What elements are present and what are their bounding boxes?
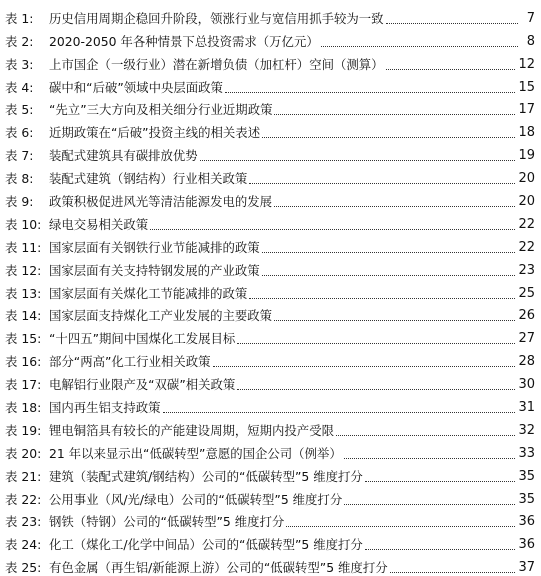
toc-entry[interactable]: [5, 508, 535, 531]
entry-title: 国家层面有关煤化工节能减排的政策: [49, 285, 248, 301]
entry-label: 表 24:: [5, 537, 42, 553]
entry-label: 表 3:: [5, 56, 34, 72]
toc-entry[interactable]: [5, 324, 535, 347]
entry-page-number: 19: [518, 148, 535, 164]
dot-leader: [344, 458, 516, 459]
entry-label: 表 7:: [5, 148, 34, 164]
entry-title: 有色金属（再生铝/新能源上游）公司的“低碳转型”5 维度打分: [49, 560, 388, 576]
toc-entry[interactable]: [5, 302, 535, 325]
dot-leader: [386, 23, 518, 24]
dot-leader: [286, 526, 515, 527]
dot-leader: [237, 389, 515, 390]
toc-entry[interactable]: [5, 347, 535, 370]
entry-title: 绿电交易相关政策: [49, 216, 149, 232]
entry-label: 表 6:: [5, 125, 34, 141]
toc-entry[interactable]: [5, 210, 535, 233]
entry-title: 国家层面有关支持特钢发展的产业政策: [49, 262, 260, 278]
entry-page-number: 31: [518, 400, 535, 416]
entry-title: “先立”三大方向及相关细分行业近期政策: [49, 102, 273, 118]
entry-title: 政策积极促进风光等清洁能源发电的发展: [49, 194, 273, 210]
entry-label: 表 23:: [5, 514, 42, 530]
entry-page-number: 26: [518, 308, 535, 324]
entry-page-number: 32: [518, 422, 535, 438]
entry-page-number: 18: [518, 125, 535, 141]
entry-label: 表 12:: [5, 262, 42, 278]
entry-page-number: 36: [518, 537, 535, 553]
entry-label: 表 1:: [5, 10, 34, 26]
entry-title: 近期政策在“后破”投资主线的相关表述: [49, 125, 261, 141]
toc-entry[interactable]: [5, 27, 535, 50]
entry-title: 上市国企（一级行业）潜在新增负债（加杠杆）空间（测算）: [49, 56, 384, 72]
toc-entry[interactable]: [5, 530, 535, 553]
entry-title: “十四五”期间中国煤化工发展目标: [49, 331, 236, 347]
entry-title: 化工（煤化工/化学中间品）公司的“低碳转型”5 维度打分: [49, 537, 363, 553]
entry-label: 表 4:: [5, 79, 34, 95]
entry-page-number: 8: [526, 33, 535, 49]
toc-entry[interactable]: [5, 553, 535, 576]
entry-title: 国家层面有关钢铁行业节能减排的政策: [49, 239, 260, 255]
entry-label: 表 19:: [5, 422, 42, 438]
entry-title: 历史信用周期企稳回升阶段，领涨行业与宽信用抓手较为一致: [49, 10, 384, 26]
entry-label: 表 18:: [5, 400, 42, 416]
entry-title: 21 年以来显示出“低碳转型”意愿的国企公司（例举）: [49, 445, 342, 461]
toc-entry[interactable]: [5, 279, 535, 302]
dot-leader: [150, 229, 515, 230]
dot-leader: [249, 298, 515, 299]
entry-title: 2020-2050 年各种情景下总投资需求（万亿元）: [49, 33, 319, 49]
entry-label: 表 15:: [5, 331, 42, 347]
dot-leader: [274, 114, 515, 115]
entry-page-number: 23: [518, 262, 535, 278]
toc-entry[interactable]: [5, 370, 535, 393]
entry-label: 表 13:: [5, 285, 42, 301]
entry-label: 表 16:: [5, 354, 42, 370]
dot-leader: [274, 206, 515, 207]
entry-label: 表 21:: [5, 468, 42, 484]
entry-page-number: 37: [518, 560, 535, 576]
entry-title: 建筑（装配式建筑/钢结构）公司的“低碳转型”5 维度打分: [49, 468, 363, 484]
entry-label: 表 9:: [5, 194, 34, 210]
toc-entry[interactable]: [5, 256, 535, 279]
dot-leader: [262, 252, 516, 253]
entry-page-number: 17: [518, 102, 535, 118]
entry-page-number: 22: [518, 239, 535, 255]
toc-entry[interactable]: [5, 164, 535, 187]
dot-leader: [274, 320, 515, 321]
entry-page-number: 15: [518, 79, 535, 95]
entry-title: 国家层面支持煤化工产业发展的主要政策: [49, 308, 273, 324]
toc-entry[interactable]: [5, 485, 535, 508]
toc-entry[interactable]: [5, 141, 535, 164]
entry-page-number: 20: [518, 194, 535, 210]
dot-leader: [365, 481, 516, 482]
entry-page-number: 36: [518, 514, 535, 530]
dot-leader: [225, 92, 516, 93]
dot-leader: [213, 366, 516, 367]
toc-entry[interactable]: [5, 462, 535, 485]
entry-title: 部分“两高”化工行业相关政策: [49, 354, 211, 370]
entry-label: 表 14:: [5, 308, 42, 324]
entry-label: 表 25:: [5, 560, 42, 576]
entry-title: 国内再生铝支持政策: [49, 400, 161, 416]
entry-label: 表 17:: [5, 377, 42, 393]
entry-label: 表 11:: [5, 239, 42, 255]
dot-leader: [336, 435, 515, 436]
toc-entry[interactable]: [5, 233, 535, 256]
entry-page-number: 28: [518, 354, 535, 370]
toc-entry[interactable]: [5, 187, 535, 210]
toc-entry[interactable]: [5, 393, 535, 416]
dot-leader: [200, 160, 516, 161]
entry-title: 锂电铜箔具有较长的产能建设周期，短期内投产受限: [49, 422, 334, 438]
entry-title: 钢铁（特钢）公司的“低碳转型”5 维度打分: [49, 514, 285, 530]
dot-leader: [163, 412, 516, 413]
entry-label: 表 2:: [5, 33, 34, 49]
dot-leader: [365, 549, 516, 550]
toc-entry[interactable]: [5, 118, 535, 141]
dot-leader: [237, 343, 515, 344]
entry-title: 装配式建筑具有碳排放优势: [49, 148, 198, 164]
entry-page-number: 7: [526, 10, 535, 26]
entry-page-number: 20: [518, 171, 535, 187]
entry-page-number: 35: [518, 468, 535, 484]
entry-page-number: 35: [518, 491, 535, 507]
dot-leader: [321, 46, 518, 47]
entry-title: 装配式建筑（钢结构）行业相关政策: [49, 171, 248, 187]
entry-label: 表 22:: [5, 491, 42, 507]
dot-leader: [262, 137, 515, 138]
entry-title: 碳中和“后破”领域中央层面政策: [49, 79, 223, 95]
entry-label: 表 10:: [5, 216, 42, 232]
dot-leader: [386, 69, 516, 70]
dot-leader: [249, 183, 515, 184]
entry-label: 表 5:: [5, 102, 34, 118]
entry-title: 公用事业（风/光/绿电）公司的“低碳转型”5 维度打分: [49, 491, 343, 507]
toc-entry[interactable]: [5, 416, 535, 439]
toc-entry[interactable]: [5, 50, 535, 73]
entry-page-number: 30: [518, 377, 535, 393]
dot-leader: [390, 572, 516, 573]
dot-leader: [344, 504, 515, 505]
toc-entry[interactable]: [5, 73, 535, 96]
entry-page-number: 25: [518, 285, 535, 301]
toc-entry[interactable]: [5, 439, 535, 462]
toc-entry[interactable]: [5, 4, 535, 27]
entry-label: 表 8:: [5, 171, 34, 187]
entry-page-number: 22: [518, 216, 535, 232]
toc-entry[interactable]: [5, 96, 535, 119]
entry-label: 表 20:: [5, 445, 42, 461]
entry-page-number: 33: [518, 445, 535, 461]
dot-leader: [262, 275, 516, 276]
entry-page-number: 27: [518, 331, 535, 347]
entry-page-number: 12: [518, 56, 535, 72]
entry-title: 电解铝行业限产及“双碳”相关政策: [49, 377, 236, 393]
